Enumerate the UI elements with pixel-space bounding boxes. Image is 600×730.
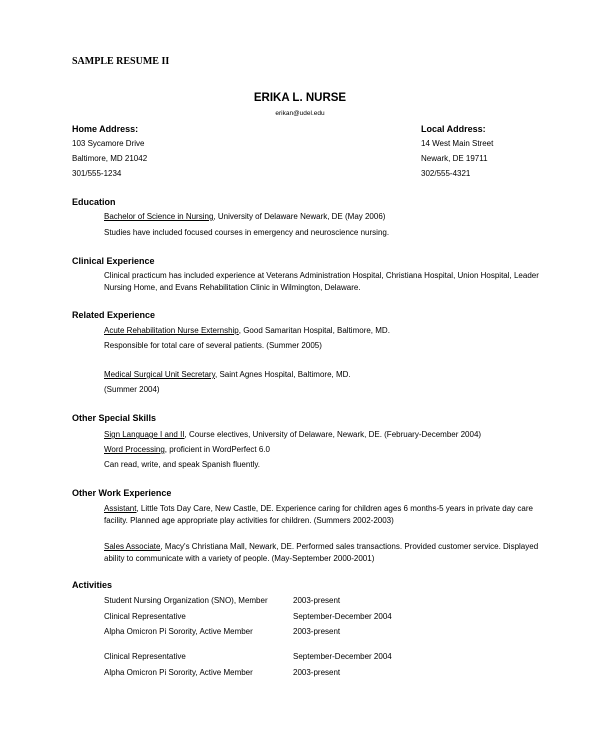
home-city: Baltimore, MD 21042: [72, 154, 148, 163]
skill-sign-details: , Course electives, University of Delaware, Newark, DE. (February-December 2004): [184, 430, 482, 439]
applicant-name: ERIKA L. NURSE: [253, 92, 347, 104]
home-street: 103 Sycamore Drive: [72, 139, 145, 148]
activities-heading: Activities: [72, 580, 113, 590]
related-job-2: [104, 368, 351, 381]
education-studies: Studies have included focused courses in emergency and neuroscience nursing.: [104, 228, 390, 237]
activity-role: Alpha Omicron Pi Sorority, Active Member: [104, 668, 253, 677]
related-heading: Related Experience: [72, 310, 156, 320]
skill-word-title: Word Processing: [104, 445, 165, 454]
related-job-1-details: , Good Samaritan Hospital, Baltimore, MD.: [238, 326, 390, 335]
activity-role: Clinical Representative: [104, 612, 186, 621]
education-degree-line: [104, 210, 385, 223]
degree-details: , University of Delaware Newark, DE (May 2006): [213, 212, 386, 221]
work-job-2-details: , Macy's Christiana Mall, Newark, DE. Performed sales transactions. Provided customer service. Displayed: [160, 542, 539, 551]
work-job-1-title: Assistant: [104, 504, 137, 513]
local-phone: 302/555-4321: [421, 169, 471, 178]
activity-dates: 2003-present: [293, 627, 341, 636]
degree-title: Bachelor of Science in Nursing: [104, 212, 214, 221]
related-job-1: [104, 324, 390, 337]
skill-sign-title: Sign Language I and II: [104, 430, 185, 439]
related-job-2-details: , Saint Agnes Hospital, Baltimore, MD.: [215, 370, 351, 379]
related-job-2-title: Medical Surgical Unit Secretary: [104, 370, 216, 379]
skill-word-details: , proficient in WordPerfect 6.0: [164, 445, 270, 454]
document-title: SAMPLE RESUME II: [72, 56, 170, 67]
skill-word-processing: [104, 443, 270, 456]
skill-spanish: Can read, write, and speak Spanish fluently.: [104, 460, 260, 469]
work-heading: Other Work Experience: [72, 488, 172, 498]
activity-dates: 2003-present: [293, 668, 341, 677]
activity-role: Alpha Omicron Pi Sorority, Active Member: [104, 627, 253, 636]
activity-dates: 2003-present: [293, 596, 341, 605]
applicant-email: erikan@udel.edu: [275, 110, 325, 117]
work-job-2-title: Sales Associate: [104, 542, 161, 551]
education-heading: Education: [72, 197, 116, 207]
activity-dates: September-December 2004: [293, 652, 392, 661]
related-job-1-title: Acute Rehabilitation Nurse Externship: [104, 326, 239, 335]
work-job-2-line-2: ability to communicate with a variety of people. (May-September 2000-2001): [104, 554, 375, 563]
activity-role: Clinical Representative: [104, 652, 186, 661]
skill-sign-language: [104, 428, 481, 441]
clinical-line-2: Nursing Home, and Evans Rehabilitation Clinic in Wilmington, Delaware.: [104, 283, 361, 292]
work-job-1-details: , Little Tots Day Care, New Castle, DE. Experience caring for children ages 6 months-5 years in private day care: [136, 504, 533, 513]
home-address-heading: Home Address:: [72, 124, 139, 134]
related-job-1-desc: Responsible for total care of several patients. (Summer 2005): [104, 341, 322, 350]
activity-dates: September-December 2004: [293, 612, 392, 621]
clinical-line-1: Clinical practicum has included experience at Veterans Administration Hospital, Christiana Hospital, Union Hospital, Leader: [104, 271, 539, 280]
home-phone: 301/555-1234: [72, 169, 122, 178]
clinical-heading: Clinical Experience: [72, 256, 155, 266]
work-job-1-line-2: facility. Planned age appropriate play activities for children. (Summers 2002-2003): [104, 516, 394, 525]
local-street: 14 West Main Street: [421, 139, 494, 148]
local-address-heading: Local Address:: [421, 124, 486, 134]
local-city: Newark, DE 19711: [421, 154, 488, 163]
activity-role: Student Nursing Organization (SNO), Member: [104, 596, 268, 605]
related-job-2-desc: (Summer 2004): [104, 385, 160, 394]
skills-heading: Other Special Skills: [72, 413, 157, 423]
